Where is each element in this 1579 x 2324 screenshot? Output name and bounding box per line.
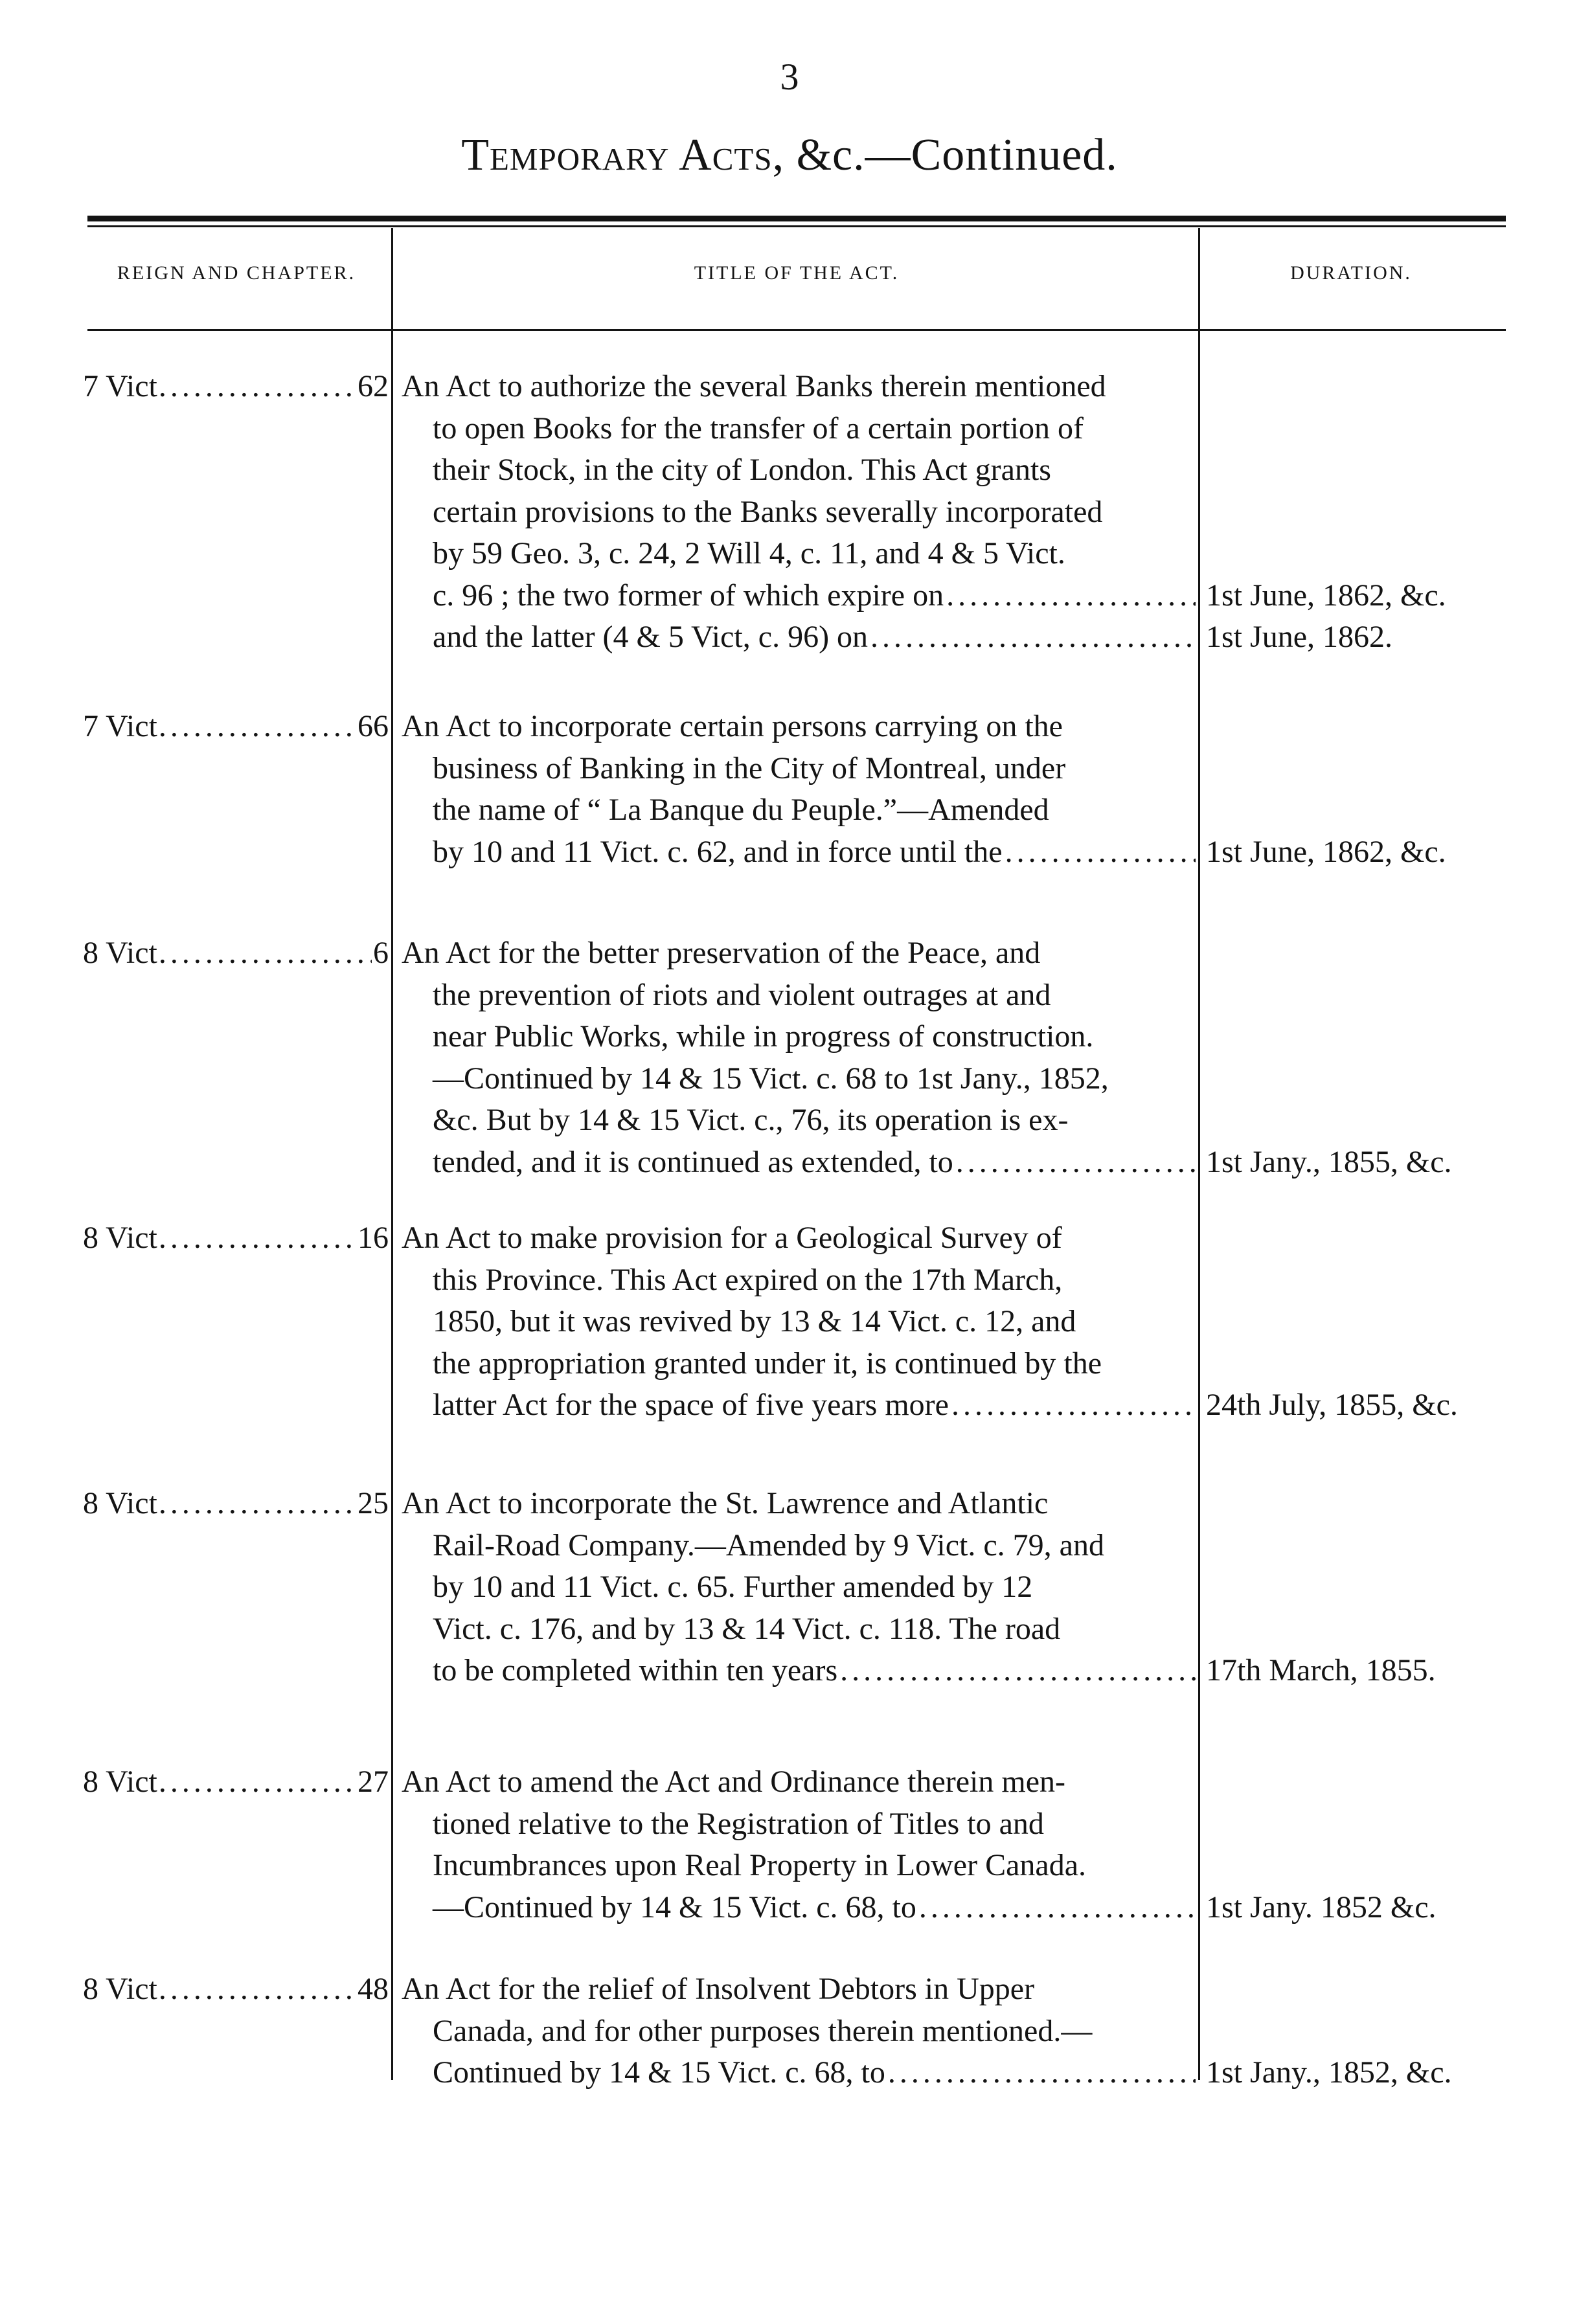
reign: 7 Vict — [83, 369, 157, 403]
chapter: 66 — [358, 709, 389, 743]
act-title-line — [402, 1343, 1196, 1385]
dot-leader — [840, 1650, 1196, 1692]
act-title-line — [402, 1761, 1196, 1803]
reign-and-chapter — [83, 366, 389, 407]
reign-and-chapter — [83, 932, 389, 974]
act-title-text: An Act to amend the Act and Ordinance therein men- — [402, 1765, 1065, 1799]
act-title — [402, 932, 1196, 1183]
act-title-text: tioned relative to the Registration of Titles to and — [433, 1806, 1044, 1841]
duration: 1st Jany., 1852, &c. — [1206, 2055, 1452, 2090]
duration: 1st Jany. 1852 &c. — [1206, 1890, 1437, 1924]
act-title-line — [402, 831, 1196, 874]
act-title-text: by 10 and 11 Vict. c. 65. Further amended by 12 — [433, 1570, 1033, 1604]
page-title-smallcaps: Temporary Acts, — [461, 130, 785, 180]
dot-leader — [159, 1969, 356, 2010]
act-title-line — [402, 449, 1196, 491]
chapter: 6 — [373, 936, 389, 970]
act-title-text: &c. But by 14 & 15 Vict. c., 76, its operation is ex- — [433, 1103, 1069, 1137]
act-title-line — [402, 789, 1196, 831]
chapter: 48 — [358, 1972, 389, 2006]
act-title-line — [402, 1259, 1196, 1302]
act-title-text: An Act for the better preservation of the Peace, and — [402, 936, 1041, 970]
reign: 7 Vict — [83, 709, 157, 743]
dot-leader — [159, 706, 356, 747]
act-title-text: the name of “ La Banque du Peuple.”—Amended — [433, 793, 1049, 827]
act-title-text: to be completed within ten years — [433, 1653, 838, 1687]
reign: 8 Vict — [83, 1765, 157, 1799]
act-title-text: their Stock, in the city of London. This Act grants — [433, 453, 1051, 487]
act-title — [402, 1761, 1196, 1928]
page-title-rest: &c.—Continued. — [784, 130, 1118, 180]
act-title-text: the prevention of riots and violent outrages at and — [433, 977, 1051, 1012]
act-title-line — [402, 706, 1196, 748]
column-header-reign: REIGN AND CHAPTER. — [117, 262, 356, 284]
act-title-line — [402, 1016, 1196, 1058]
act-title-text: An Act to incorporate the St. Lawrence and Atlantic — [402, 1486, 1049, 1520]
act-title-line — [402, 1566, 1196, 1608]
act-title-text: Continued by 14 & 15 Vict. c. 68, to — [433, 2055, 885, 2090]
act-title-text: Incumbrances upon Real Property in Lower Canada. — [433, 1848, 1087, 1882]
duration: 24th July, 1855, &c. — [1206, 1388, 1458, 1422]
act-title-text: certain provisions to the Banks severally incorporated — [433, 494, 1103, 529]
act-title-text: An Act to authorize the several Banks therein mentioned — [402, 369, 1106, 403]
act-title-line — [402, 2011, 1196, 2053]
act-title-text: Rail-Road Company.—Amended by 9 Vict. c. 79, and — [433, 1528, 1104, 1562]
act-title-line — [402, 1058, 1196, 1100]
duration: 1st Jany., 1855, &c. — [1206, 1144, 1452, 1179]
act-title-line — [402, 748, 1196, 790]
dot-leader — [159, 1483, 356, 1524]
act-title-text: latter Act for the space of five years more — [433, 1388, 949, 1422]
page-number: 3 — [780, 56, 799, 98]
act-title-line — [402, 1845, 1196, 1887]
act-title-text: —Continued by 14 & 15 Vict. c. 68 to 1st Jany., 1852, — [433, 1061, 1109, 1096]
act-title-line — [402, 491, 1196, 534]
column-header-duration: DURATION. — [1290, 262, 1412, 284]
act-title-text: An Act for the relief of Insolvent Debtors in Upper — [402, 1972, 1035, 2006]
top-double-rule — [87, 216, 1506, 221]
act-title-line — [402, 1301, 1196, 1343]
dot-leader — [1005, 831, 1196, 874]
column-divider-right — [1198, 228, 1200, 2080]
column-header-title: TITLE OF THE ACT. — [694, 262, 900, 284]
reign: 8 Vict — [83, 936, 157, 970]
header-rule — [87, 329, 1506, 331]
act-title — [402, 1969, 1196, 2094]
act-title-line — [402, 408, 1196, 450]
act-title-line — [402, 1969, 1196, 2011]
duration: 17th March, 1855. — [1206, 1653, 1436, 1687]
act-title-line — [402, 533, 1196, 575]
act-title-text: c. 96 ; the two former of which expire on — [433, 578, 944, 613]
act-title-text: to open Books for the transfer of a certain portion of — [433, 411, 1084, 446]
dot-leader — [159, 366, 356, 407]
dot-leader — [956, 1142, 1196, 1184]
chapter: 62 — [358, 369, 389, 403]
act-title-line — [402, 1608, 1196, 1651]
act-title — [402, 1483, 1196, 1692]
reign-and-chapter — [83, 1761, 389, 1803]
duration: 1st June, 1862, &c. — [1206, 834, 1446, 869]
act-title-text: by 10 and 11 Vict. c. 62, and in force until the — [433, 834, 1003, 869]
act-title-line — [402, 616, 1196, 659]
act-title-line — [402, 1483, 1196, 1525]
reign-and-chapter — [83, 1217, 389, 1259]
act-title-line — [402, 1142, 1196, 1184]
column-divider-left — [391, 228, 393, 2080]
dot-leader — [951, 1384, 1196, 1427]
act-title-text: —Continued by 14 & 15 Vict. c. 68, to — [433, 1890, 916, 1924]
act-title-text: 1850, but it was revived by 13 & 14 Vict. c. 12, and — [433, 1304, 1076, 1338]
act-title-line — [402, 932, 1196, 975]
act-title-line — [402, 1887, 1196, 1929]
act-title-line — [402, 1650, 1196, 1692]
reign-and-chapter — [83, 706, 389, 747]
duration: 1st June, 1862. — [1206, 620, 1392, 654]
act-title-line — [402, 1803, 1196, 1845]
reign-and-chapter — [83, 1483, 389, 1524]
act-title-line — [402, 975, 1196, 1017]
act-title-text: An Act to make provision for a Geological Survey of — [402, 1221, 1062, 1255]
top-thin-rule — [87, 225, 1506, 227]
act-title-text: Canada, and for other purposes therein mentioned.— — [433, 2013, 1093, 2048]
dot-leader — [888, 2052, 1196, 2094]
dot-leader — [159, 1761, 356, 1803]
act-title-line — [402, 1525, 1196, 1567]
act-title-line — [402, 1217, 1196, 1259]
act-title-text: An Act to incorporate certain persons carrying on the — [402, 709, 1063, 743]
act-title-text: by 59 Geo. 3, c. 24, 2 Will 4, c. 11, and 4 & 5 Vict. — [433, 536, 1065, 570]
act-title-line — [402, 1100, 1196, 1142]
act-title — [402, 706, 1196, 873]
act-title — [402, 366, 1196, 659]
duration: 1st June, 1862, &c. — [1206, 578, 1446, 613]
act-title-line — [402, 366, 1196, 408]
act-title-text: near Public Works, while in progress of construction. — [433, 1019, 1094, 1054]
dot-leader — [159, 1217, 356, 1259]
reign: 8 Vict — [83, 1972, 157, 2006]
chapter: 25 — [358, 1486, 389, 1520]
reign-and-chapter — [83, 1969, 389, 2010]
reign: 8 Vict — [83, 1221, 157, 1255]
chapter: 27 — [358, 1765, 389, 1799]
reign: 8 Vict — [83, 1486, 157, 1520]
act-title-text: business of Banking in the City of Montreal, under — [433, 750, 1066, 785]
act-title-text: tended, and it is continued as extended, to — [433, 1144, 953, 1179]
act-title-line — [402, 575, 1196, 617]
dot-leader — [946, 575, 1196, 617]
page-title — [0, 130, 1579, 181]
act-title-text: Vict. c. 176, and by 13 & 14 Vict. c. 118. The road — [433, 1611, 1061, 1646]
dot-leader — [159, 932, 372, 974]
act-title-line — [402, 2052, 1196, 2094]
act-title — [402, 1217, 1196, 1427]
chapter: 16 — [358, 1221, 389, 1255]
act-title-text: and the latter (4 & 5 Vict, c. 96) on — [433, 620, 869, 654]
dot-leader — [870, 616, 1196, 659]
act-title-text: this Province. This Act expired on the 17th March, — [433, 1262, 1063, 1297]
act-title-text: the appropriation granted under it, is continued by the — [433, 1346, 1102, 1381]
act-title-line — [402, 1384, 1196, 1427]
dot-leader — [919, 1887, 1196, 1929]
